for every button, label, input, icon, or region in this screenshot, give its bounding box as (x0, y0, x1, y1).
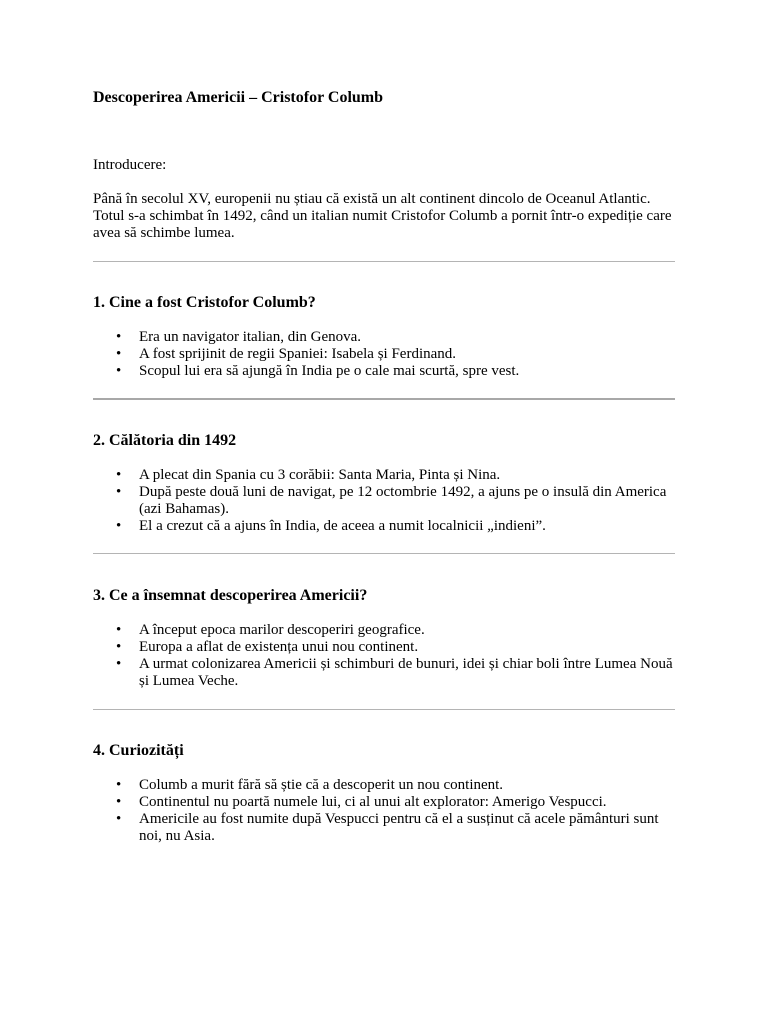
list-item-text: Era un navigator italian, din Genova. (139, 329, 362, 345)
list-item (93, 518, 675, 535)
list-item (93, 346, 675, 363)
section-heading-1: 1. Cine a fost Cristofor Columb? (93, 294, 316, 311)
list-item-text: El a crezut că a ajuns în India, de aceea a numit localnicii „indieni”. (139, 518, 546, 534)
bullet-icon: • (116, 329, 122, 345)
section-heading-2: 2. Călătoria din 1492 (93, 432, 237, 449)
list-item (93, 639, 675, 656)
list-item (93, 363, 675, 380)
bullet-icon: • (116, 656, 122, 672)
document-title: Descoperirea Americii – Cristofor Columb (93, 89, 384, 106)
bullet-icon: • (116, 622, 122, 638)
list-item-text: Scopul lui era să ajungă în India pe o cale mai scurtă, spre vest. (139, 363, 520, 379)
list-item (93, 794, 675, 811)
section-heading-3: 3. Ce a însemnat descoperirea Americii? (93, 587, 368, 604)
list-item-text: A urmat colonizarea Americii și schimburi de bunuri, idei și chiar boli între Lumea Nouă și Lumea Veche. (139, 656, 673, 689)
intro-label: Introducere: (93, 157, 167, 173)
section-divider (93, 553, 675, 554)
bullet-icon: • (116, 363, 122, 379)
bullet-icon: • (116, 518, 122, 534)
list-item (93, 811, 675, 845)
list-item-text: A fost sprijinit de regii Spaniei: Isabela și Ferdinand. (139, 346, 457, 362)
bullet-icon: • (116, 811, 122, 827)
bullet-icon: • (116, 346, 122, 362)
list-item-text: Continentul nu poartă numele lui, ci al unui alt explorator: Amerigo Vespucci. (139, 794, 607, 810)
list-item-text: Americile au fost numite după Vespucci pentru că el a susținut că acele pământuri sunt noi, nu Asia. (139, 811, 659, 844)
list-item (93, 467, 675, 484)
bullet-icon: • (116, 639, 122, 655)
section-2-list (93, 467, 675, 535)
list-item (93, 329, 675, 346)
list-item-text: Columb a murit fără să știe că a descoperit un nou continent. (139, 777, 504, 793)
bullet-icon: • (116, 794, 122, 810)
bullet-icon: • (116, 467, 122, 483)
section-1-list (93, 329, 675, 380)
section-divider (93, 398, 675, 400)
section-divider (93, 261, 675, 262)
bullet-icon: • (116, 484, 122, 500)
section-divider (93, 709, 675, 710)
list-item-text: Europa a aflat de existența unui nou continent. (139, 639, 419, 655)
list-item (93, 656, 675, 690)
bullet-icon: • (116, 777, 122, 793)
section-4-list (93, 777, 675, 845)
list-item-text: A plecat din Spania cu 3 corăbii: Santa Maria, Pinta și Nina. (139, 467, 501, 483)
list-item (93, 777, 675, 794)
intro-paragraph: Până în secolul XV, europenii nu știau că există un alt continent dincolo de Oceanul Atlantic. Totul s-a schimbat în 1492, când un italian numit Cristofor Columb a pornit într-o expediție care avea să schimbe lumea. (93, 191, 672, 241)
section-3-list (93, 622, 675, 690)
list-item-text: A început epoca marilor descoperiri geografice. (139, 622, 425, 638)
list-item-text: După peste două luni de navigat, pe 12 octombrie 1492, a ajuns pe o insulă din America (azi Bahamas). (139, 484, 667, 517)
list-item (93, 484, 675, 518)
list-item (93, 622, 675, 639)
section-heading-4: 4. Curiozități (93, 742, 184, 759)
